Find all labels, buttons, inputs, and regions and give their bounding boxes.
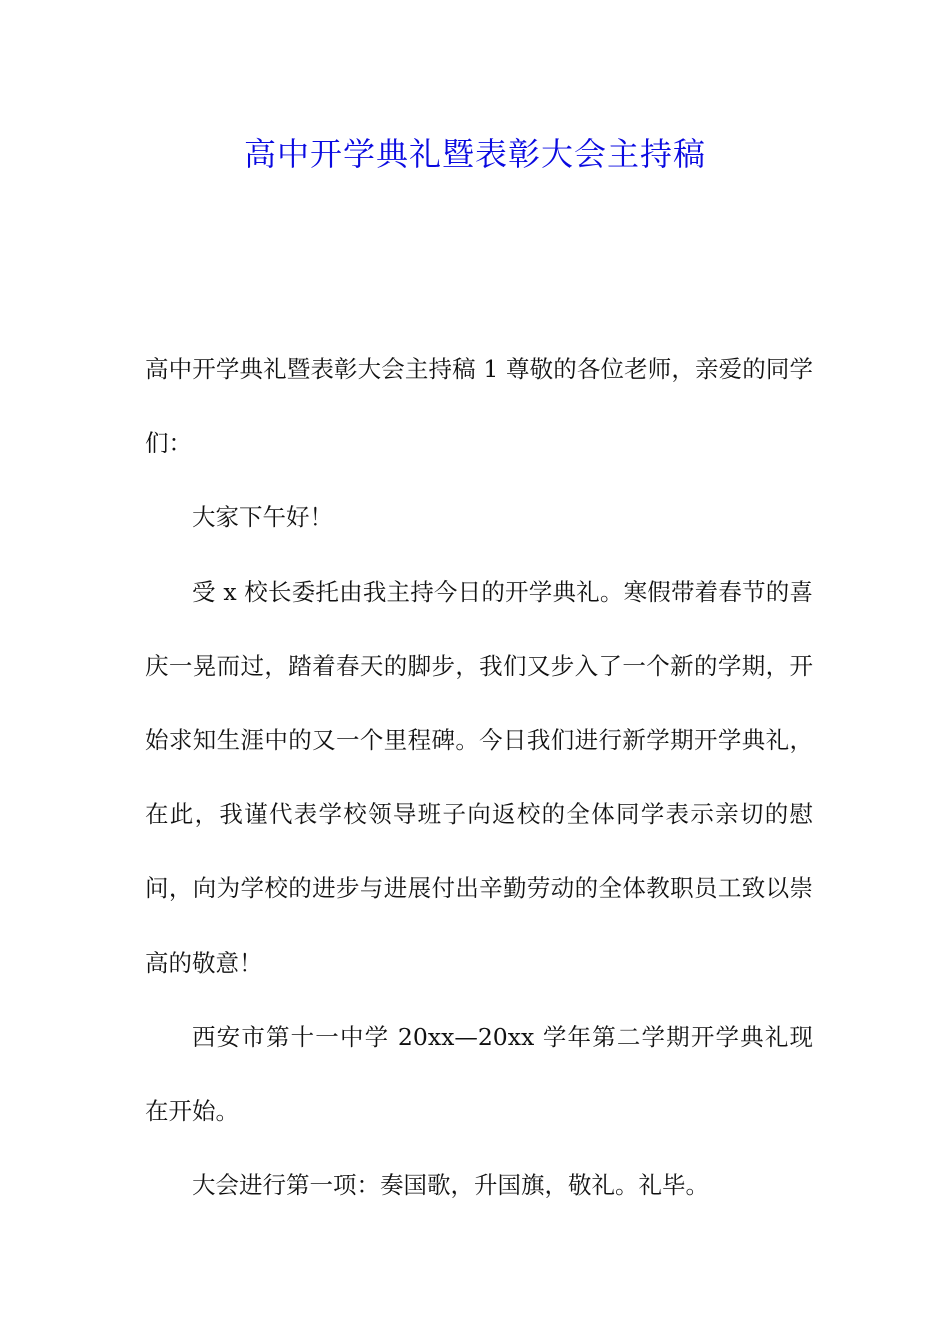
paragraph-ceremony-start: 西安市第十一中学 20xx—20xx 学年第二学期开学典礼现在开始。 <box>145 1022 813 1126</box>
paragraph-salutation: 高中开学典礼暨表彰大会主持稿 1 尊敬的各位老师，亲爱的同学们： <box>145 355 813 458</box>
document-body <box>145 332 813 1222</box>
document-title: 高中开学典礼暨表彰大会主持稿 <box>243 135 706 173</box>
paragraph-opening-remarks: 受 x 校长委托由我主持今日的开学典礼。寒假带着春节的喜庆一晃而过，踏着春天的脚步，我们又步入了一个新的学期，开始求知生涯中的又一个里程碑。今日我们进行新学期开学典礼，在此，我谨代表学校领导班子向返校的全体同学表示亲切的慰问，向为学校的进步与进展付出辛勤劳动的全体教职员工致以崇高的敬意！ <box>145 577 813 977</box>
paragraph-greeting: 大家下午好！ <box>192 503 333 532</box>
paragraph-agenda-item-1: 大会进行第一项：奏国歌，升国旗，敬礼。礼毕。 <box>192 1171 709 1200</box>
